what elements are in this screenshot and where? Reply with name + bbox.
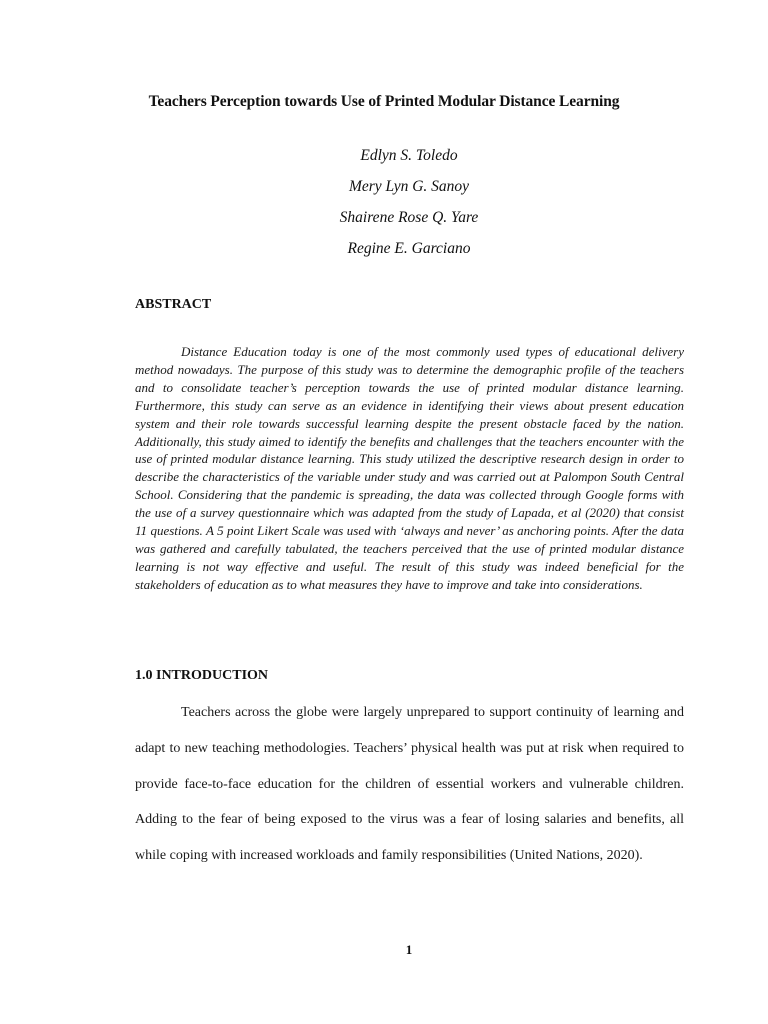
abstract-body: Distance Education today is one of the most commonly used types of educational delivery method nowadays. The purpose of this study was to determine the demographic profile of the teachers and to consolidate teacher’s perception towards the use of printed modular distance learning. Furthermore, this study can serve as an evidence in identifying their views about present education system and their role towards successful learning despite the present obstacle faced by the nation. Additionally, this study aimed to identify the benefits and challenges that the teachers encounter with the use of printed modular distance learning. This study utilized the descriptive research design in order to describe the characteristics of the variable under study and was carried out at Palompon South Central School. Considering that the pandemic is spreading, the data was collected through Google forms with the use of a survey questionnaire which was adapted from the study of Lapada, et al (2020) that consist 11 questions. A 5 point Likert Scale was used with ‘always and never’ as anchoring points. After the data was gathered and carefully tabulated, the teachers perceived that the use of printed modular distance learning is not way effective and useful. The result of this study was indeed beneficial for the stakeholders of education as to what measures they have to improve and take into considerations. — [135, 344, 684, 592]
introduction-heading: 1.0 INTRODUCTION — [135, 668, 269, 683]
page-number: 1 — [405, 942, 413, 957]
author-list — [0, 145, 768, 269]
author-name: Mery Lyn G. Sanoy — [348, 178, 470, 195]
author-name: Edlyn S. Toledo — [360, 147, 458, 164]
author-name: Shairene Rose Q. Yare — [339, 209, 479, 226]
author-name: Regine E. Garciano — [347, 240, 471, 257]
introduction-paragraph: Teachers across the globe were largely unprepared to support continuity of learning and adapt to new teaching methodologies. Teachers’ physical health was put at risk when required to provide face-to-face education for the children of essential workers and vulnerable children. Adding to the fear of being exposed to the virus was a fear of losing salaries and benefits, all while coping with increased workloads and family responsibilities (United Nations, 2020). — [135, 705, 684, 864]
abstract-heading: ABSTRACT — [135, 297, 212, 312]
paper-title: Teachers Perception towards Use of Printed Modular Distance Learning — [148, 93, 620, 110]
